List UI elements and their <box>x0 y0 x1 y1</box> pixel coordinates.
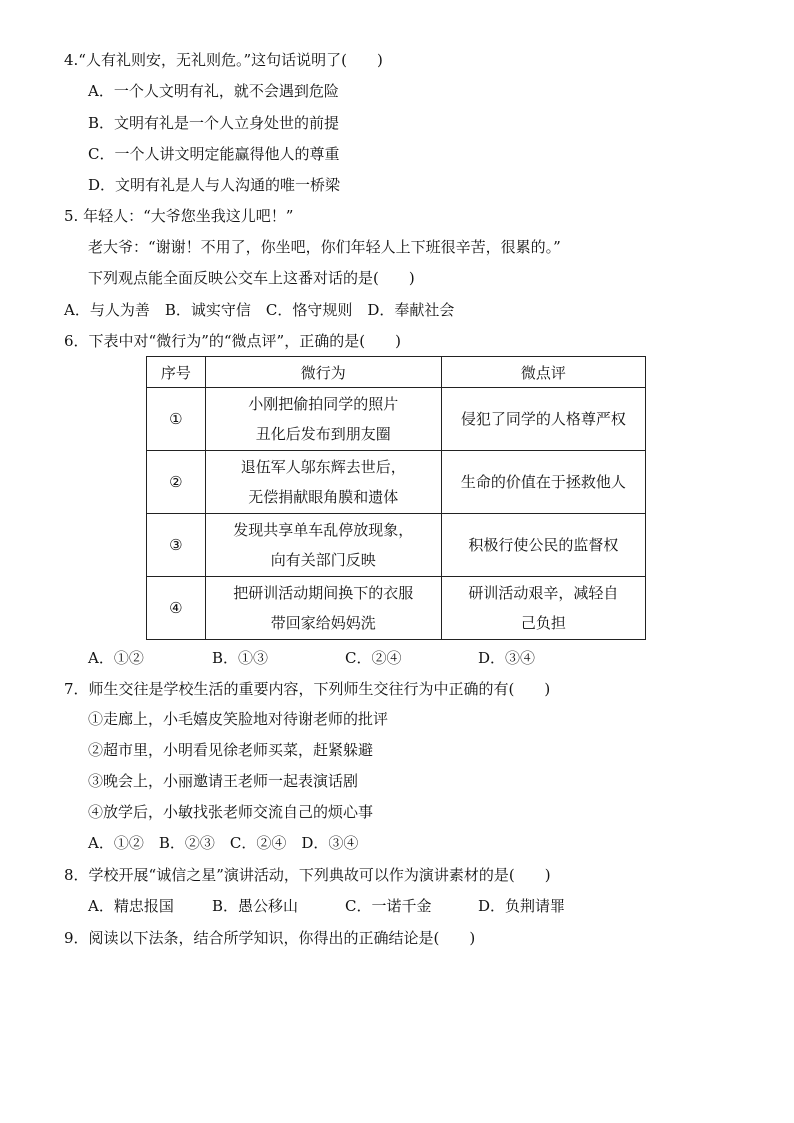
row-no: ③ <box>147 514 206 577</box>
row-action <box>205 577 441 640</box>
q4-option-a: A．一个人文明有礼，就不会遇到危险 <box>88 82 339 100</box>
comment-line: 生命的价值在于拯救他人 <box>460 473 626 491</box>
q6-table <box>146 356 646 640</box>
q8-option-b: B．愚公移山 <box>212 897 299 915</box>
action-line: 无偿捐献眼角膜和遗体 <box>248 488 399 506</box>
table-row <box>147 388 646 451</box>
header-no: 序号 <box>147 357 206 388</box>
q6-option-c: C．②④ <box>345 649 402 667</box>
row-comment <box>441 514 645 577</box>
action-line: 小刚把偷拍同学的照片 <box>248 395 399 413</box>
action-line: 把研训活动期间换下的衣服 <box>233 584 414 602</box>
row-no: ① <box>147 388 206 451</box>
row-comment <box>441 451 645 514</box>
q5-options: A．与人为善 B．诚实守信 C．恪守规则 D．奉献社会 <box>64 301 455 319</box>
q5-question: 下列观点能全面反映公交车上这番对话的是( ) <box>88 269 415 287</box>
row-action <box>205 514 441 577</box>
comment-line: 积极行使公民的监督权 <box>468 536 619 554</box>
row-no: ② <box>147 451 206 514</box>
action-line: 带回家给妈妈洗 <box>270 614 376 632</box>
comment-line: 己负担 <box>520 614 566 632</box>
row-comment <box>441 388 645 451</box>
action-line: 退伍军人邬东辉去世后， <box>240 458 406 476</box>
table-row <box>147 577 646 640</box>
q8-stem: 8．学校开展“诚信之星”演讲活动，下列典故可以作为演讲素材的是( ) <box>64 866 551 884</box>
q6-option-a: A．①② <box>88 649 144 667</box>
q4-option-d: D．文明有礼是人与人沟通的唯一桥梁 <box>88 176 341 194</box>
action-line: 丑化后发布到朋友圈 <box>255 425 391 443</box>
table-header-row <box>147 357 646 388</box>
q5-dialogue: 老大爷：“谢谢！不用了，你坐吧，你们年轻人上下班很辛苦，很累的。” <box>88 238 561 256</box>
q9-stem: 9．阅读以下法条，结合所学知识，你得出的正确结论是( ) <box>64 929 476 947</box>
action-line: 向有关部门反映 <box>270 551 376 569</box>
q4-option-c: C．一个人讲文明定能赢得他人的尊重 <box>88 145 340 163</box>
row-action <box>205 451 441 514</box>
q7-options: A．①② B．②③ C．②④ D．③④ <box>88 834 359 852</box>
q8-option-c: C．一诺千金 <box>345 897 432 915</box>
q8-option-d: D．负荆请罪 <box>478 897 566 915</box>
q5-stem: 5. 年轻人：“大爷您坐我这儿吧！” <box>64 207 294 225</box>
q4-stem: 4.“人有礼则安，无礼则危。”这句话说明了( ) <box>64 51 383 69</box>
comment-line: 侵犯了同学的人格尊严权 <box>460 410 626 428</box>
row-comment <box>441 577 645 640</box>
q6-option-b: B．①③ <box>212 649 269 667</box>
table-row <box>147 451 646 514</box>
q7-item-3: ③晚会上，小丽邀请王老师一起表演话剧 <box>88 772 359 790</box>
q6-option-d: D．③④ <box>478 649 536 667</box>
action-line: 发现共享单车乱停放现象， <box>233 521 414 539</box>
q6-stem: 6．下表中对“微行为”的“微点评”，正确的是( ) <box>64 332 401 350</box>
q7-item-1: ①走廊上，小毛嬉皮笑脸地对待谢老师的批评 <box>88 710 389 728</box>
row-action <box>205 388 441 451</box>
q4-option-b: B．文明有礼是一个人立身处世的前提 <box>88 114 340 132</box>
header-comment: 微点评 <box>441 357 645 388</box>
comment-line: 研训活动艰辛，减轻自 <box>468 584 619 602</box>
q8-option-a: A．精忠报国 <box>88 897 174 915</box>
table-row <box>147 514 646 577</box>
q7-item-4: ④放学后，小敏找张老师交流自己的烦心事 <box>88 803 374 821</box>
header-action: 微行为 <box>205 357 441 388</box>
q7-stem: 7．师生交往是学校生活的重要内容，下列师生交往行为中正确的有( ) <box>64 680 551 698</box>
row-no: ④ <box>147 577 206 640</box>
q7-item-2: ②超市里，小明看见徐老师买菜，赶紧躲避 <box>88 741 374 759</box>
